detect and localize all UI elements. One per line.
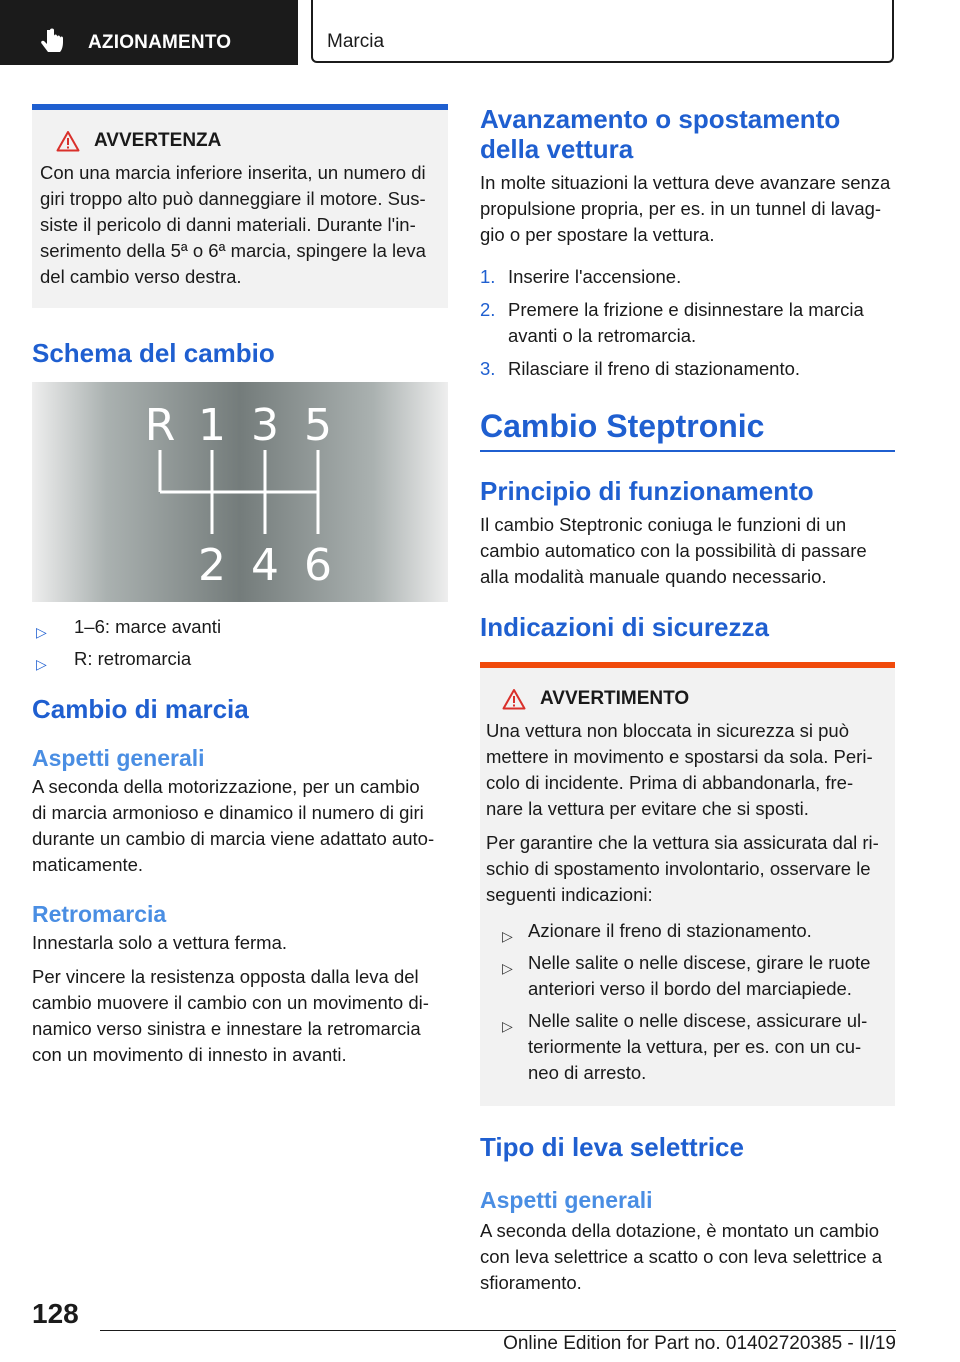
text-line: con un movimento di innesto in avanti. [32,1044,347,1065]
triangle-bullet-icon: ▷ [502,928,513,944]
warning-box [32,104,448,308]
caution-title-row [486,688,885,710]
text-line: propulsione propria, per es. in un tunnel di lavag- [480,198,882,219]
principio-text [480,512,895,590]
text-line: Una vettura non bloccata in sicurezza si può [486,720,850,741]
list-item-text: 1–6: marce avanti [74,616,222,637]
list-item-text: Nelle salite o nelle discese, girare le ruote [528,952,871,973]
caution-text-1 [486,718,885,822]
aspetti-heading: Aspetti generali [32,745,205,771]
text-line: Il cambio Steptronic coniuga le funzioni di un [480,514,847,535]
text-line: gio o per spostare la vettura. [480,224,715,245]
step-number: 3. [480,358,496,379]
list-item-text: anteriori verso il bordo del marciapiede. [528,978,852,999]
warning-line: siste il pericolo di danni materiali. Durante l'in- [40,214,416,235]
heading-line: Avanzamento o spostamento [480,104,841,134]
retromarcia-text-1: Innestarla solo a vettura ferma. [32,932,288,953]
text-line: Per vincere la resistenza opposta dalla leva del [32,966,419,987]
text-line: cambio muovere il cambio con un movimento di- [32,992,429,1013]
text-line: colo di incidente. Prima di abbandonarla, fre- [486,772,854,793]
list-item [32,614,448,640]
gear-shift-diagram [32,382,448,602]
text-line: In molte situazioni la vettura deve avanzare senza [480,172,891,193]
schema-legend [32,614,448,672]
text-line: namico verso sinistra e innestare la retromarcia [32,1018,421,1039]
warning-triangle-icon [502,688,526,710]
caution-box [480,662,895,1106]
list-item-text: teriormente la vettura, per es. con un cu- [528,1036,862,1057]
steptronic-title: Cambio Steptronic [480,406,895,452]
text-line: nare la vettura per evitare che si sposti. [486,798,809,819]
tipo-subheading: Aspetti generali [480,1187,653,1213]
warning-title: AVVERTENZA [94,130,222,151]
gear-label-6: 6 [304,540,332,591]
text-line: Per garantire che la vettura sia assicurata dal ri- [486,832,879,853]
step-text: avanti o la retromarcia. [508,325,697,346]
triangle-bullet-icon: ▷ [36,624,47,640]
text-line: di marcia armonioso e dinamico il numero di giri [32,802,424,823]
gear-pattern [32,382,448,602]
retromarcia-heading: Retromarcia [32,901,167,927]
step-text: Rilasciare il freno di stazionamento. [508,358,801,379]
hand-pointer-icon [40,28,66,56]
sicurezza-heading: Indicazioni di sicurezza [480,612,769,642]
gear-label-2: 2 [198,540,226,591]
list-item-text: Nelle salite o nelle discese, assicurare ul- [528,1010,868,1031]
list-item-text: neo di arresto. [528,1062,647,1083]
caution-text-2 [486,830,885,908]
step-item [480,264,895,290]
section-tab[interactable] [0,0,298,65]
left-column [32,104,448,1068]
text-line: cambio automatico con la possibilità di passare [480,540,867,561]
warning-line: serimento della 5ª o 6ª marcia, spingere la leva [40,240,426,261]
avanzamento-text [480,170,895,248]
list-item-text: R: retromarcia [74,648,192,669]
text-line: mettere in movimento e spostarsi da sola. Peri- [486,746,873,767]
tipo-text [480,1218,895,1296]
steps-list [480,264,895,382]
gear-label-5: 5 [304,400,332,451]
text-line: seguenti indicazioni: [486,884,653,905]
list-item [32,646,448,672]
page-number: 128 [32,1298,79,1329]
list-item [486,1008,885,1086]
warning-line: giri troppo alto può danneggiare il motore. Sus- [40,188,426,209]
caution-list [486,918,885,1086]
text-line: A seconda della dotazione, è montato un cambio [480,1220,880,1241]
caution-title: AVVERTIMENTO [540,688,690,709]
cambio-heading: Cambio di marcia [32,694,249,724]
step-number: 1. [480,266,496,287]
warning-line: Con una marcia inferiore inserita, un numero di [40,162,426,183]
list-item-text: Azionare il freno di stazionamento. [528,920,812,941]
warning-text [40,160,438,290]
text-line: maticamente. [32,854,144,875]
triangle-bullet-icon: ▷ [36,656,47,672]
tipo-heading: Tipo di leva selettrice [480,1132,744,1162]
section-title: AZIONAMENTO [88,32,232,53]
warning-triangle-icon [56,130,80,152]
text-line: A seconda della motorizzazione, per un cambio [32,776,420,797]
principio-heading: Principio di funzionamento [480,476,814,506]
gear-label-r: R [144,400,176,451]
heading-line: della vettura [480,134,634,164]
step-item [480,297,895,349]
chapter-tab[interactable] [311,0,894,63]
retromarcia-text-2 [32,964,448,1068]
triangle-bullet-icon: ▷ [502,960,513,976]
warning-title-row [40,130,438,152]
text-line: sfioramento. [480,1272,582,1293]
gear-label-1: 1 [198,400,226,451]
text-line: con leva selettrice a scatto o con leva selettrice a [480,1246,883,1267]
schema-heading: Schema del cambio [32,338,275,368]
step-text: Premere la frizione e disinnestare la marcia [508,299,864,320]
step-item [480,356,895,382]
triangle-bullet-icon: ▷ [502,1018,513,1034]
aspetti-text [32,774,448,878]
gear-label-3: 3 [251,400,279,451]
step-text: Inserire l'accensione. [508,266,682,287]
list-item [486,918,885,944]
text-line: schio di spostamento involontario, osservare le [486,858,871,879]
text-line: alla modalità manuale quando necessario. [480,566,827,587]
right-column [480,104,895,1296]
text-line: durante un cambio di marcia viene adattato auto- [32,828,435,849]
step-number: 2. [480,299,496,320]
footer-divider [100,1330,896,1331]
warning-line: del cambio verso destra. [40,266,242,287]
avanzamento-heading [480,104,895,164]
edition-note: Online Edition for Part no. 01402720385 - II/19 [503,1333,896,1354]
list-item [486,950,885,1002]
chapter-title: Marcia [327,31,385,52]
gear-label-4: 4 [251,540,279,591]
